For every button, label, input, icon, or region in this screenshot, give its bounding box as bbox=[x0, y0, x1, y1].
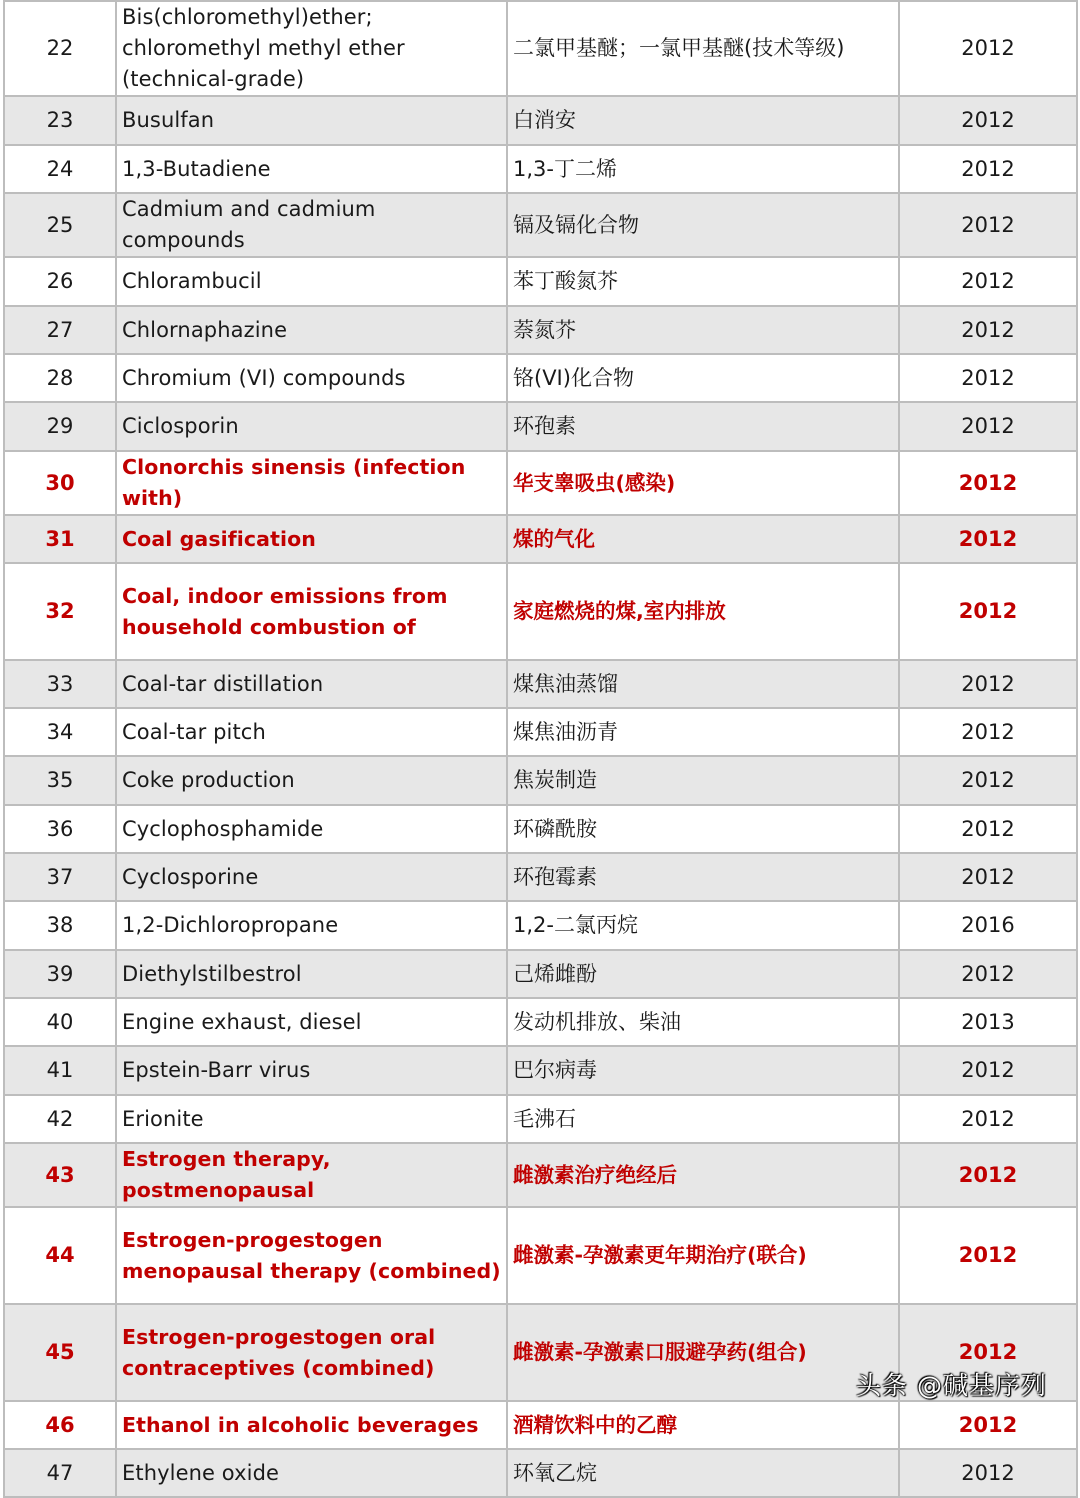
english-name-cell: Chlornaphazine bbox=[116, 306, 507, 354]
table-row bbox=[4, 1304, 1077, 1401]
chinese-name-cell: 苯丁酸氮芥 bbox=[507, 257, 899, 306]
english-name-cell: Ethanol in alcoholic beverages bbox=[116, 1401, 507, 1449]
table-row bbox=[4, 193, 1077, 257]
row-number-cell: 42 bbox=[4, 1095, 116, 1143]
carcinogen-table bbox=[3, 0, 1078, 1498]
table-row bbox=[4, 402, 1077, 451]
row-number-cell: 33 bbox=[4, 660, 116, 708]
row-number-cell: 27 bbox=[4, 306, 116, 354]
year-cell: 2012 bbox=[899, 563, 1077, 660]
english-name-cell: Epstein-Barr virus bbox=[116, 1046, 507, 1095]
chinese-name-cell: 焦炭制造 bbox=[507, 756, 899, 805]
table-row bbox=[4, 96, 1077, 145]
year-cell: 2012 bbox=[899, 756, 1077, 805]
year-cell: 2012 bbox=[899, 1401, 1077, 1449]
english-name-cell: Bis(chloromethyl)ether; chloromethyl methyl ether (technical-grade) bbox=[116, 1, 507, 96]
english-name-cell: Cyclophosphamide bbox=[116, 805, 507, 853]
year-cell: 2012 bbox=[899, 1095, 1077, 1143]
table-row bbox=[4, 1449, 1077, 1497]
table-row bbox=[4, 145, 1077, 193]
table-row bbox=[4, 901, 1077, 950]
table-row bbox=[4, 1095, 1077, 1143]
english-name-cell: Coal gasification bbox=[116, 515, 507, 563]
row-number-cell: 46 bbox=[4, 1401, 116, 1449]
chinese-name-cell: 雌激素-孕激素更年期治疗(联合) bbox=[507, 1207, 899, 1304]
year-cell: 2012 bbox=[899, 1304, 1077, 1401]
year-cell: 2012 bbox=[899, 96, 1077, 145]
table-row bbox=[4, 354, 1077, 402]
english-name-cell: Ciclosporin bbox=[116, 402, 507, 451]
english-name-cell: Diethylstilbestrol bbox=[116, 950, 507, 998]
table-body bbox=[4, 1, 1077, 1497]
year-cell: 2012 bbox=[899, 805, 1077, 853]
english-name-cell: Coal, indoor emissions from household combustion of bbox=[116, 563, 507, 660]
chinese-name-cell: 煤焦油沥青 bbox=[507, 708, 899, 756]
chinese-name-cell: 煤焦油蒸馏 bbox=[507, 660, 899, 708]
chinese-name-cell: 发动机排放、柴油 bbox=[507, 998, 899, 1046]
year-cell: 2012 bbox=[899, 145, 1077, 193]
chinese-name-cell: 雌激素治疗绝经后 bbox=[507, 1143, 899, 1207]
row-number-cell: 28 bbox=[4, 354, 116, 402]
row-number-cell: 37 bbox=[4, 853, 116, 901]
row-number-cell: 43 bbox=[4, 1143, 116, 1207]
english-name-cell: Coke production bbox=[116, 756, 507, 805]
table-row bbox=[4, 1207, 1077, 1304]
row-number-cell: 38 bbox=[4, 901, 116, 950]
year-cell: 2012 bbox=[899, 193, 1077, 257]
row-number-cell: 22 bbox=[4, 1, 116, 96]
year-cell: 2012 bbox=[899, 354, 1077, 402]
english-name-cell: Estrogen-progestogen oral contraceptives (combined) bbox=[116, 1304, 507, 1401]
chinese-name-cell: 环磷酰胺 bbox=[507, 805, 899, 853]
chinese-name-cell: 镉及镉化合物 bbox=[507, 193, 899, 257]
chinese-name-cell: 雌激素-孕激素口服避孕药(组合) bbox=[507, 1304, 899, 1401]
chinese-name-cell: 白消安 bbox=[507, 96, 899, 145]
english-name-cell: Coal-tar distillation bbox=[116, 660, 507, 708]
table-row bbox=[4, 756, 1077, 805]
table-row bbox=[4, 950, 1077, 998]
year-cell: 2012 bbox=[899, 306, 1077, 354]
chinese-name-cell: 己烯雌酚 bbox=[507, 950, 899, 998]
row-number-cell: 45 bbox=[4, 1304, 116, 1401]
table-row bbox=[4, 306, 1077, 354]
chinese-name-cell: 环孢素 bbox=[507, 402, 899, 451]
chinese-name-cell: 萘氮芥 bbox=[507, 306, 899, 354]
row-number-cell: 39 bbox=[4, 950, 116, 998]
english-name-cell: Estrogen-progestogen menopausal therapy (combined) bbox=[116, 1207, 507, 1304]
year-cell: 2012 bbox=[899, 950, 1077, 998]
row-number-cell: 31 bbox=[4, 515, 116, 563]
english-name-cell: Busulfan bbox=[116, 96, 507, 145]
year-cell: 2016 bbox=[899, 901, 1077, 950]
table-row bbox=[4, 853, 1077, 901]
chinese-name-cell: 华支睾吸虫(感染) bbox=[507, 451, 899, 515]
table-row bbox=[4, 708, 1077, 756]
row-number-cell: 36 bbox=[4, 805, 116, 853]
row-number-cell: 40 bbox=[4, 998, 116, 1046]
chinese-name-cell: 1,2-二氯丙烷 bbox=[507, 901, 899, 950]
year-cell: 2012 bbox=[899, 1, 1077, 96]
english-name-cell: 1,3-Butadiene bbox=[116, 145, 507, 193]
english-name-cell: Estrogen therapy, postmenopausal bbox=[116, 1143, 507, 1207]
chinese-name-cell: 二氯甲基醚；一氯甲基醚(技术等级) bbox=[507, 1, 899, 96]
table-row bbox=[4, 1046, 1077, 1095]
table-row bbox=[4, 998, 1077, 1046]
watermark-text: 头条 @碱基序列 bbox=[856, 1371, 1047, 1400]
year-cell: 2012 bbox=[899, 1143, 1077, 1207]
table-row bbox=[4, 660, 1077, 708]
table-row bbox=[4, 451, 1077, 515]
year-cell: 2012 bbox=[899, 708, 1077, 756]
english-name-cell: Cyclosporine bbox=[116, 853, 507, 901]
row-number-cell: 32 bbox=[4, 563, 116, 660]
chinese-name-cell: 铬(VI)化合物 bbox=[507, 354, 899, 402]
english-name-cell: 1,2-Dichloropropane bbox=[116, 901, 507, 950]
year-cell: 2012 bbox=[899, 257, 1077, 306]
table-row bbox=[4, 1143, 1077, 1207]
row-number-cell: 30 bbox=[4, 451, 116, 515]
year-cell: 2012 bbox=[899, 515, 1077, 563]
table-row bbox=[4, 805, 1077, 853]
year-cell: 2012 bbox=[899, 451, 1077, 515]
english-name-cell: Engine exhaust, diesel bbox=[116, 998, 507, 1046]
english-name-cell: Erionite bbox=[116, 1095, 507, 1143]
row-number-cell: 24 bbox=[4, 145, 116, 193]
table-row bbox=[4, 1401, 1077, 1449]
chinese-name-cell: 家庭燃烧的煤,室内排放 bbox=[507, 563, 899, 660]
year-cell: 2012 bbox=[899, 1046, 1077, 1095]
english-name-cell: Ethylene oxide bbox=[116, 1449, 507, 1497]
year-cell: 2012 bbox=[899, 402, 1077, 451]
row-number-cell: 26 bbox=[4, 257, 116, 306]
year-cell: 2013 bbox=[899, 998, 1077, 1046]
row-number-cell: 41 bbox=[4, 1046, 116, 1095]
table-row bbox=[4, 515, 1077, 563]
table-row bbox=[4, 1, 1077, 96]
year-cell: 2012 bbox=[899, 1207, 1077, 1304]
year-cell: 2012 bbox=[899, 853, 1077, 901]
row-number-cell: 47 bbox=[4, 1449, 116, 1497]
english-name-cell: Chromium (VI) compounds bbox=[116, 354, 507, 402]
row-number-cell: 35 bbox=[4, 756, 116, 805]
chinese-name-cell: 煤的气化 bbox=[507, 515, 899, 563]
chinese-name-cell: 环氧乙烷 bbox=[507, 1449, 899, 1497]
chinese-name-cell: 1,3-丁二烯 bbox=[507, 145, 899, 193]
row-number-cell: 25 bbox=[4, 193, 116, 257]
year-cell: 2012 bbox=[899, 1449, 1077, 1497]
row-number-cell: 44 bbox=[4, 1207, 116, 1304]
row-number-cell: 29 bbox=[4, 402, 116, 451]
english-name-cell: Clonorchis sinensis (infection with) bbox=[116, 451, 507, 515]
row-number-cell: 23 bbox=[4, 96, 116, 145]
row-number-cell: 34 bbox=[4, 708, 116, 756]
year-cell: 2012 bbox=[899, 660, 1077, 708]
english-name-cell: Chlorambucil bbox=[116, 257, 507, 306]
table-row bbox=[4, 257, 1077, 306]
english-name-cell: Coal-tar pitch bbox=[116, 708, 507, 756]
chinese-name-cell: 毛沸石 bbox=[507, 1095, 899, 1143]
english-name-cell: Cadmium and cadmium compounds bbox=[116, 193, 507, 257]
table-row bbox=[4, 563, 1077, 660]
chinese-name-cell: 巴尔病毒 bbox=[507, 1046, 899, 1095]
chinese-name-cell: 环孢霉素 bbox=[507, 853, 899, 901]
chinese-name-cell: 酒精饮料中的乙醇 bbox=[507, 1401, 899, 1449]
